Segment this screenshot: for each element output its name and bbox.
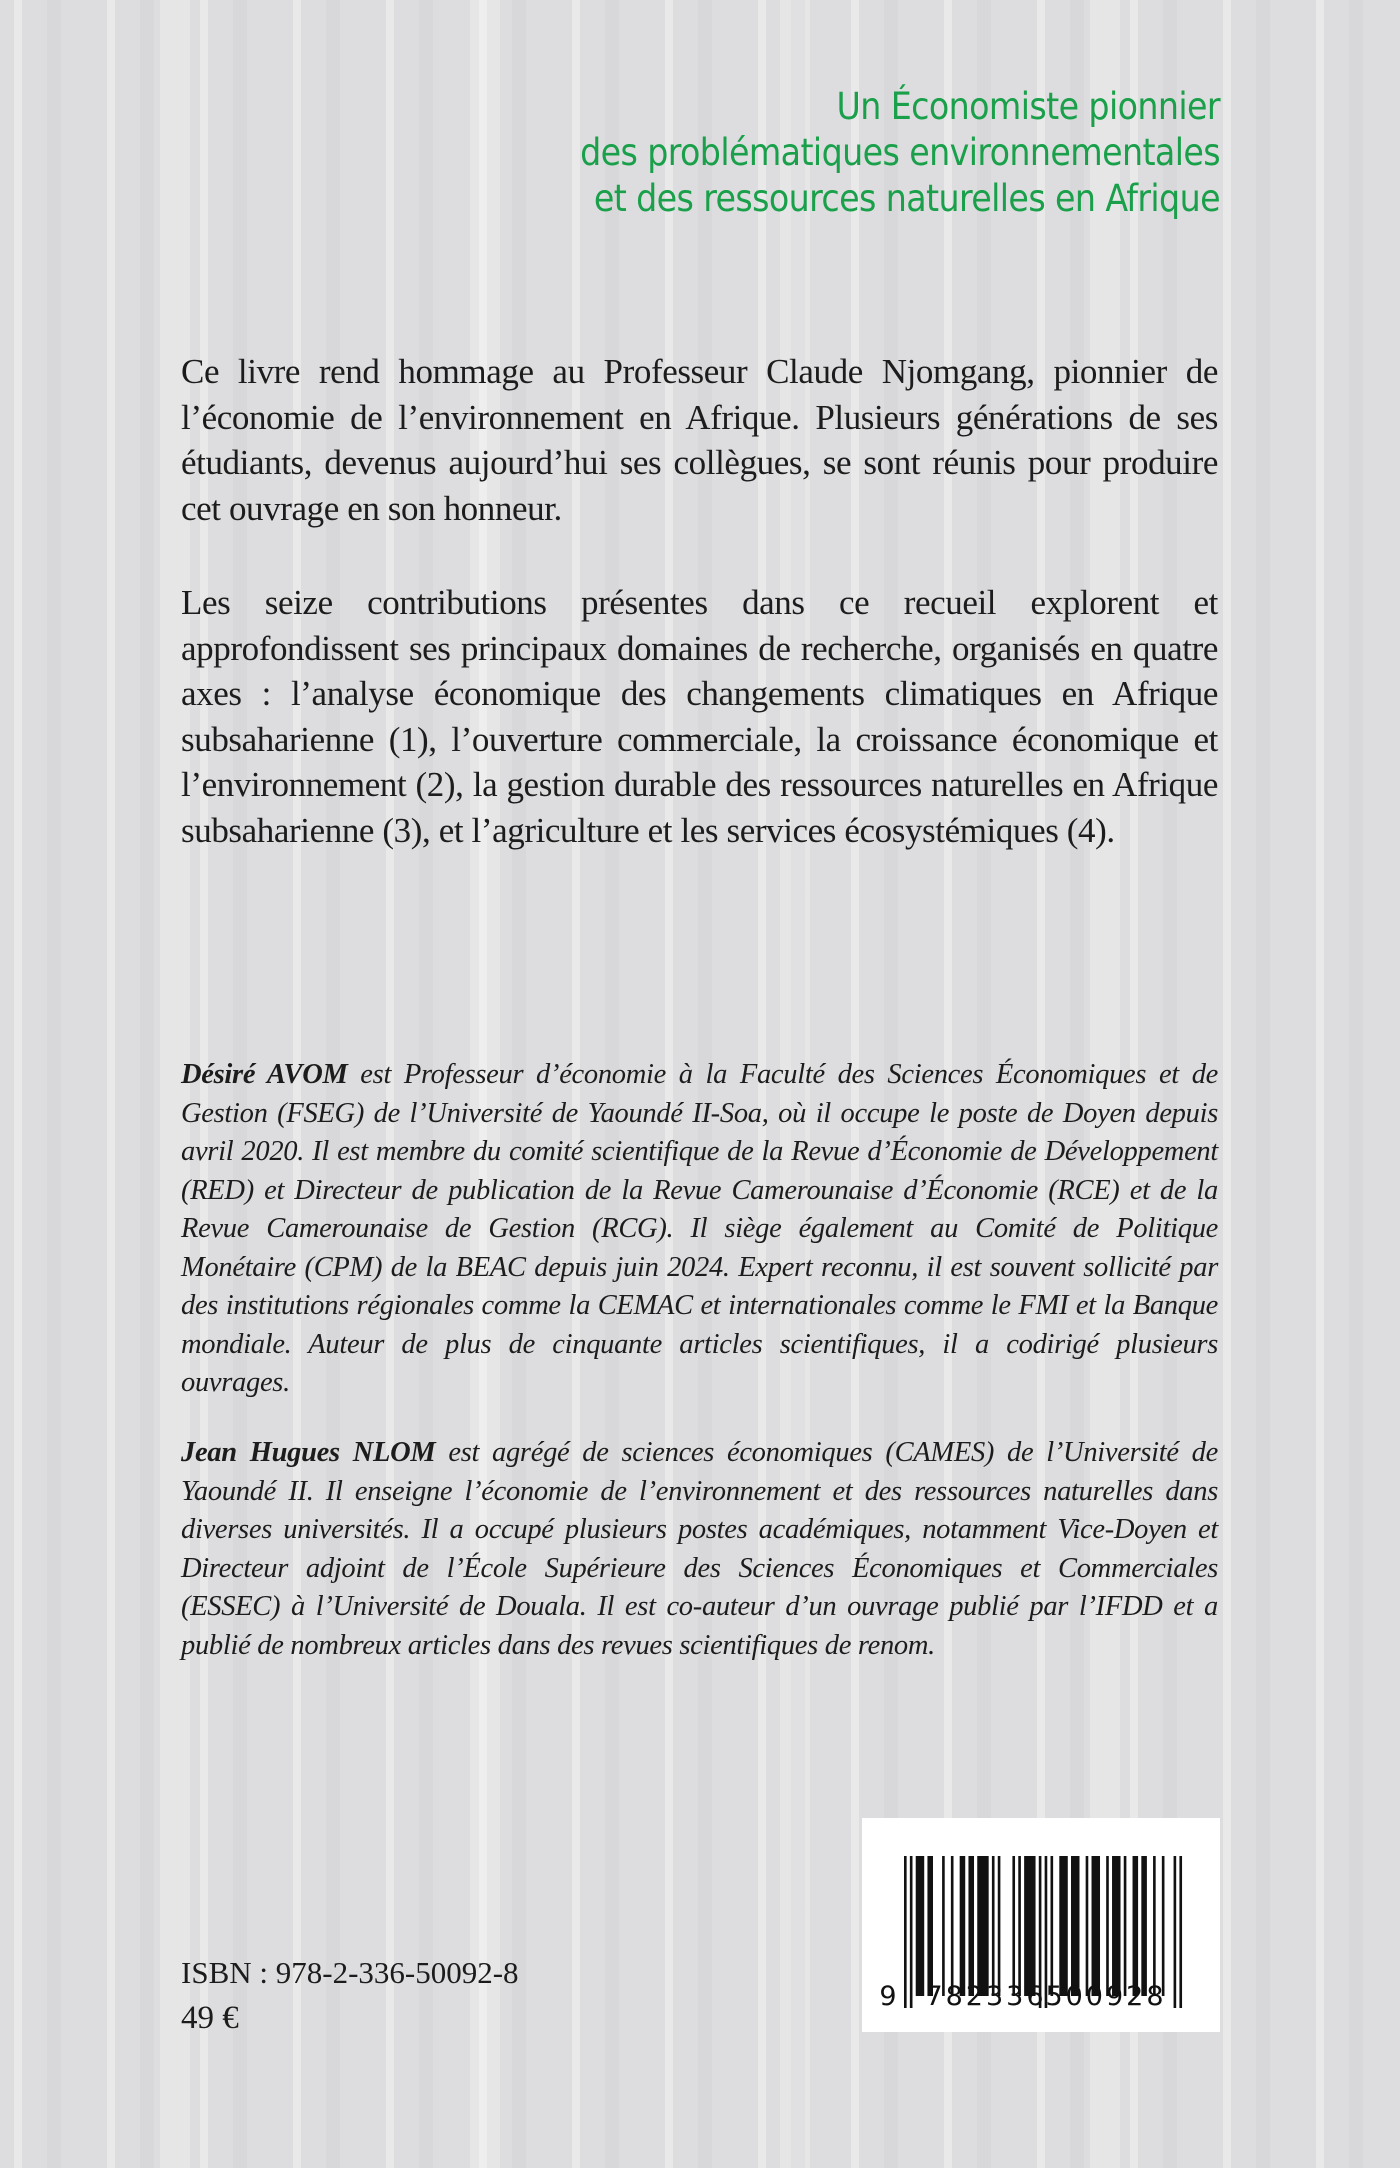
barcode-bar	[951, 1856, 954, 1996]
summary-paragraph-2: Les seize contributions présentes dans ce recueil explorent et approfondissent ses principaux domaines de recherche, organisés en quatre axes : l’analyse économique des changements climatiques en Afrique subsaharienne (1), l’ouverture commerciale, la croissance économique et l’environnement (2), la gestion durable des ressources naturelles en Afrique subsaharienne (3), et l’agriculture et les services écosystémiques (4).	[181, 583, 1218, 850]
barcode-bar	[1059, 1856, 1067, 1996]
barcode-bar	[968, 1856, 974, 1996]
author-bio-avom	[181, 1056, 1218, 1403]
cover-title-line-1: Un Économiste pionnier	[836, 85, 1220, 128]
author-bio-text: est Professeur d’économie à la Faculté des Sciences Économiques et de Gestion (FSEG) de l’Université de Yaoundé II-Soa, où il occupe le poste de Doyen depuis avril 2020. Il est membre du comité scientifique de la Revue d’Économie de Développement (RED) et Directeur de publication de la Revue Camerounaise d’Économie (RCE) et de la Revue Camerounaise de Gestion (RCG). Il siège également au Comité de Politique Monétaire (CPM) de la BEAC depuis juin 2024. Expert reconnu, il est souvent sollicité par des institutions régionales comme la CEMAC et internationales comme le FMI et la Banque mondiale. Auteur de plus de cinquante articles scientifiques, il a codirigé plusieurs ouvrages.	[181, 1059, 1218, 1398]
author-name: Jean Hugues NLOM	[181, 1437, 436, 1468]
barcode-right-digits: 500928	[1045, 1981, 1167, 2012]
barcode-guard-bar	[904, 1856, 907, 2008]
barcode-guard-bar	[1179, 1856, 1182, 2008]
barcode-bar	[998, 1856, 1001, 1996]
cover-title	[320, 84, 1220, 222]
cover-title-line-2: des problématiques environnementales	[580, 131, 1220, 174]
price-label: 49 €	[181, 2000, 239, 2036]
barcode-bar	[1124, 1856, 1127, 1996]
barcode-bar	[977, 1856, 988, 1996]
barcode-bar	[927, 1856, 933, 1996]
isbn-label: ISBN : 978-2-336-50092-8	[181, 1955, 519, 1990]
barcode-bar	[1071, 1856, 1079, 1996]
barcode-panel	[862, 1818, 1220, 2032]
cover-title-line-3: et des ressources naturelles en Afrique	[593, 177, 1220, 220]
barcode-first-digit: 9	[879, 1981, 897, 2012]
ean13-barcode	[862, 1818, 1220, 2032]
barcode-bar	[1018, 1856, 1021, 1996]
barcode-bar	[1133, 1856, 1139, 1996]
barcode-bar	[1141, 1856, 1147, 1996]
barcode-bar	[1051, 1856, 1054, 1996]
barcode-bar	[1162, 1856, 1165, 1996]
barcode-bar	[1024, 1856, 1035, 1996]
author-name: Désiré AVOM	[181, 1059, 348, 1090]
summary-paragraph-1: Ce livre rend hommage au Professeur Claude Njomgang, pionnier de l’économie de l’environnement en Afrique. Plusieurs générations de ses étudiants, devenus aujourd’hui ses collègues, se sont réunis pour produire cet ouvrage en son honneur.	[181, 352, 1218, 528]
barcode-bar	[1153, 1856, 1156, 1996]
barcode-bar	[960, 1856, 966, 1996]
barcode-bar	[1086, 1856, 1089, 1996]
barcode-bar	[916, 1856, 924, 1996]
barcode-bar	[1112, 1856, 1120, 1996]
barcode-bar	[1012, 1856, 1015, 1996]
author-bio-nlom	[181, 1434, 1218, 1665]
barcode-guard-bar	[910, 1856, 913, 2008]
barcode-bar	[1092, 1856, 1100, 1996]
barcode-bar	[1106, 1856, 1109, 1996]
barcode-guard-bar	[1174, 1856, 1177, 2008]
author-bio-text: est agrégé de sciences économiques (CAMES) de l’Université de Yaoundé II. Il enseigne l’économie de l’environnement et des ressources naturelles dans diverses universités. Il a occupé plusieurs postes académiques, notamment Vice-Doyen et Directeur adjoint de l’École Supérieure des Sciences Économiques et Commerciales (ESSEC) à l’Université de Douala. Il est co-auteur d’un ouvrage publié par l’IFDD et a publié de nombreux articles dans des revues scientifiques de renom.	[181, 1437, 1218, 1661]
barcode-left-digits: 782336	[925, 1981, 1047, 2012]
barcode-bar	[942, 1856, 945, 1996]
barcode-bar	[992, 1856, 995, 1996]
